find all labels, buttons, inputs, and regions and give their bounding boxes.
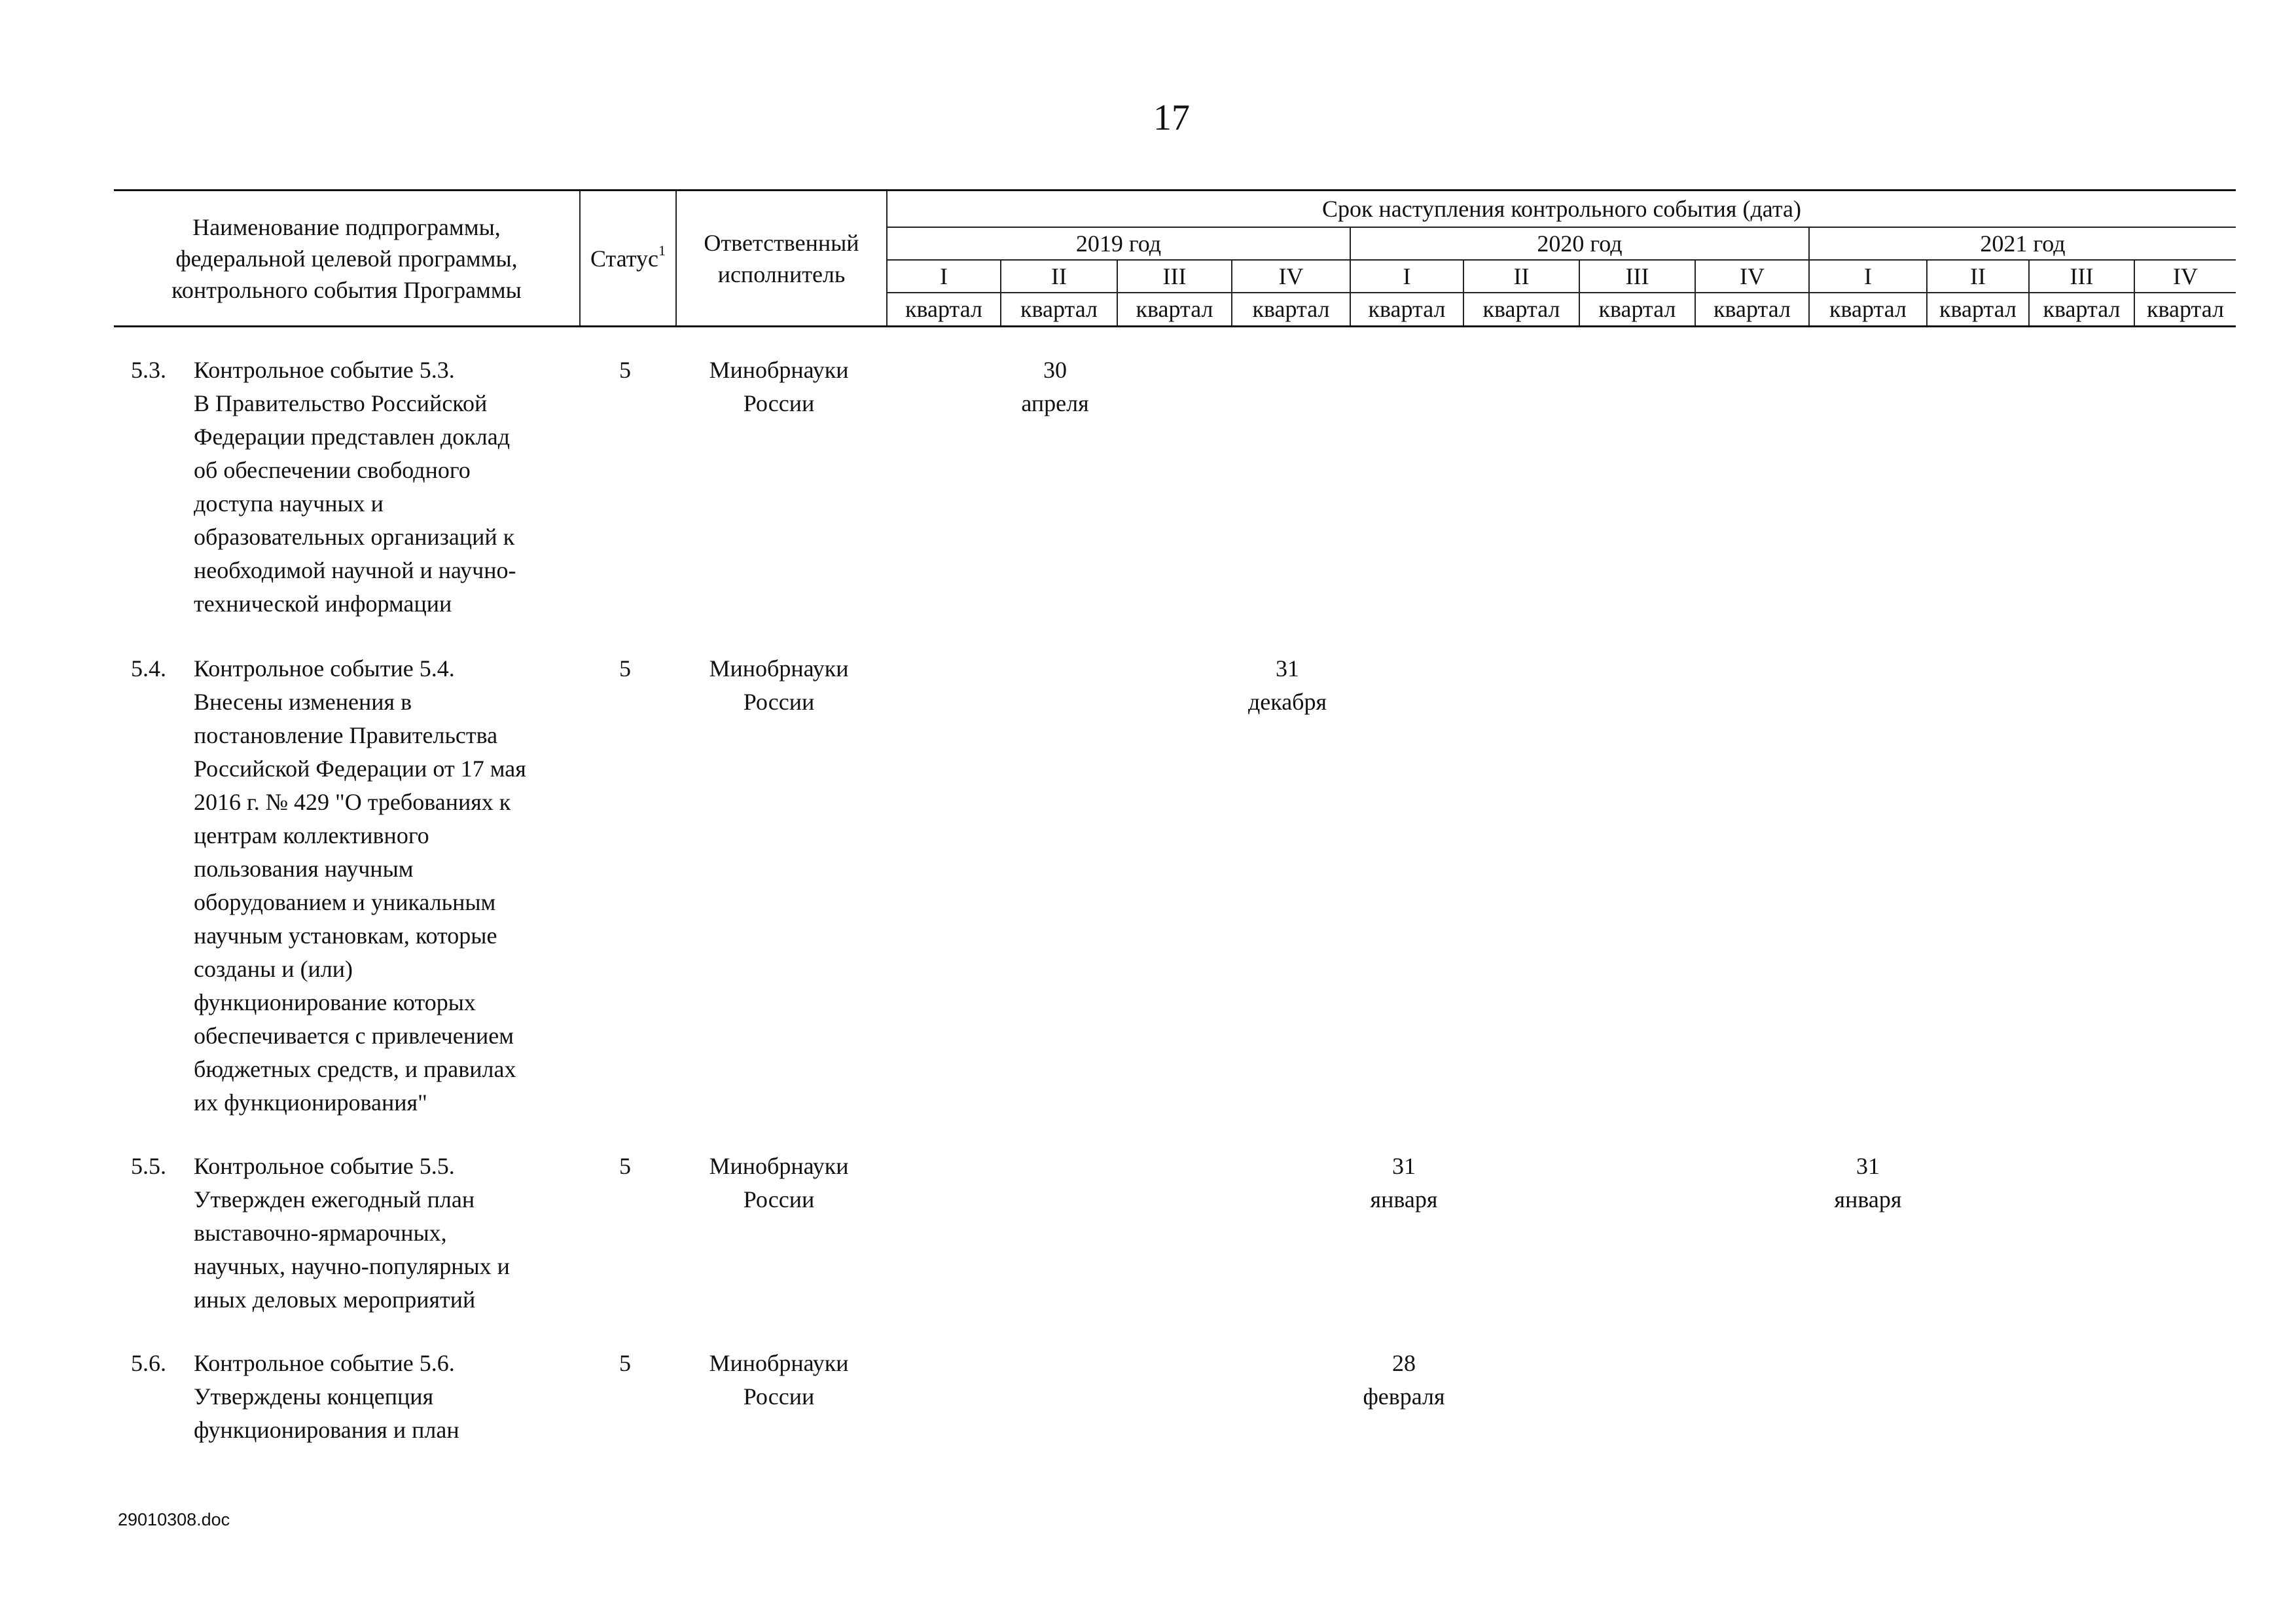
quarter-numeral: I xyxy=(1350,260,1463,293)
event-text-line: Контрольное событие 5.6. xyxy=(194,1350,455,1376)
responsible-text-line: Минобрнауки xyxy=(709,655,849,682)
event-text-line: 2016 г. № 429 "О требованиях к xyxy=(194,789,511,815)
quarter-label: квартал xyxy=(2134,293,2236,327)
event-text-line: постановление Правительства xyxy=(194,722,498,748)
deadline-month: января xyxy=(1834,1186,1902,1213)
year-2021-header: 2021 год xyxy=(1809,227,2236,260)
event-responsible xyxy=(674,1347,884,1413)
quarter-numeral: III xyxy=(1579,260,1695,293)
footer-filename: 29010308.doc xyxy=(118,1510,230,1529)
event-text-line: образовательных организаций к xyxy=(194,524,515,550)
event-deadline-date xyxy=(983,354,1127,420)
quarter-numeral: II xyxy=(1927,260,2029,293)
event-text-line: Утверждены концепция xyxy=(194,1383,434,1410)
quarter-label: квартал xyxy=(1232,293,1350,327)
event-description xyxy=(194,1347,586,1447)
event-text-line: оборудованием и уникальным xyxy=(194,889,496,915)
deadline-month: января xyxy=(1370,1186,1438,1213)
quarter-label: квартал xyxy=(1001,293,1117,327)
status-column-header-text: Статус xyxy=(590,245,658,272)
responsible-text-line: Минобрнауки xyxy=(709,1350,849,1376)
quarter-label: квартал xyxy=(887,293,1001,327)
event-text-line: пользования научным xyxy=(194,856,414,882)
event-status: 5 xyxy=(619,1153,631,1179)
event-number: 5.5. xyxy=(131,1153,166,1179)
event-text-line: В Правительство Российской xyxy=(194,390,488,416)
event-deadline-date xyxy=(1796,1150,1940,1216)
year-2020-header: 2020 год xyxy=(1350,227,1809,260)
name-column-header xyxy=(114,191,580,327)
quarter-numeral: IV xyxy=(2134,260,2236,293)
event-responsible xyxy=(674,652,884,719)
name-column-header-text: Наименование подпрограммы, федеральной целевой программы, контрольного события Программы xyxy=(171,213,522,303)
event-text-line: об обеспечении свободного xyxy=(194,457,471,483)
event-text-line: их функционирования" xyxy=(194,1089,427,1116)
quarter-label: квартал xyxy=(1579,293,1695,327)
quarter-label: квартал xyxy=(1695,293,1809,327)
deadline-day: 31 xyxy=(1392,1153,1416,1179)
status-column-header xyxy=(580,191,676,327)
quarter-label: квартал xyxy=(1463,293,1579,327)
quarter-numeral: II xyxy=(1001,260,1117,293)
event-text-line: Контрольное событие 5.3. xyxy=(194,357,455,383)
event-text-line: Контрольное событие 5.4. xyxy=(194,655,455,682)
event-deadline-date xyxy=(1215,652,1359,719)
quarter-numeral: I xyxy=(1809,260,1927,293)
event-description xyxy=(194,354,586,621)
event-responsible xyxy=(674,354,884,420)
event-status: 5 xyxy=(619,1350,631,1376)
event-description xyxy=(194,652,586,1120)
quarter-numeral: IV xyxy=(1695,260,1809,293)
quarter-numeral: II xyxy=(1463,260,1579,293)
deadline-month: апреля xyxy=(1021,390,1089,416)
event-text-line: Утвержден ежегодный план xyxy=(194,1186,475,1213)
event-text-line: необходимой научной и научно- xyxy=(194,557,516,583)
quarter-label: квартал xyxy=(1350,293,1463,327)
status-footnote-mark: 1 xyxy=(658,242,666,259)
quarter-label: квартал xyxy=(1117,293,1232,327)
event-number: 5.6. xyxy=(131,1350,166,1376)
deadline-day: 28 xyxy=(1392,1350,1416,1376)
quarter-label: квартал xyxy=(2029,293,2134,327)
deadline-month: декабря xyxy=(1247,689,1327,715)
responsible-text-line: России xyxy=(743,1186,815,1213)
event-text-line: Российской Федерации от 17 мая xyxy=(194,756,526,782)
event-status: 5 xyxy=(619,357,631,383)
event-text-line: бюджетных средств, и правилах xyxy=(194,1056,516,1082)
schedule-table-header xyxy=(114,189,2236,327)
event-text-line: центрам коллективного xyxy=(194,822,429,848)
event-text-line: созданы и (или) xyxy=(194,956,353,982)
quarter-numeral: III xyxy=(2029,260,2134,293)
quarter-label: квартал xyxy=(1927,293,2029,327)
event-responsible xyxy=(674,1150,884,1216)
deadline-month: февраля xyxy=(1363,1383,1445,1410)
event-text-line: научным установкам, которые xyxy=(194,922,497,949)
event-text-line: выставочно-ярмарочных, xyxy=(194,1220,447,1246)
deadline-header: Срок наступления контрольного события (дата) xyxy=(887,191,2236,227)
quarter-numeral: IV xyxy=(1232,260,1350,293)
quarter-label: квартал xyxy=(1809,293,1927,327)
event-text-line: функционирования и план xyxy=(194,1417,459,1443)
event-text-line: Внесены изменения в xyxy=(194,689,412,715)
deadline-day: 31 xyxy=(1276,655,1299,682)
event-deadline-date xyxy=(1332,1150,1476,1216)
responsible-column-header-text: Ответственный исполнитель xyxy=(704,229,859,287)
event-deadline-date xyxy=(1332,1347,1476,1413)
event-text-line: технической информации xyxy=(194,591,452,617)
responsible-text-line: России xyxy=(743,1383,815,1410)
event-text-line: функционирование которых xyxy=(194,989,476,1015)
responsible-text-line: Минобрнауки xyxy=(709,357,849,383)
deadline-day: 31 xyxy=(1856,1153,1880,1179)
event-text-line: Федерации представлен доклад xyxy=(194,424,511,450)
event-description xyxy=(194,1150,586,1317)
responsible-text-line: России xyxy=(743,689,815,715)
quarter-numeral: III xyxy=(1117,260,1232,293)
responsible-text-line: России xyxy=(743,390,815,416)
event-text-line: научных, научно-популярных и xyxy=(194,1253,510,1279)
event-number: 5.4. xyxy=(131,655,166,682)
event-text-line: доступа научных и xyxy=(194,490,384,517)
page-number: 17 xyxy=(1153,98,1190,138)
responsible-text-line: Минобрнауки xyxy=(709,1153,849,1179)
event-text-line: иных деловых мероприятий xyxy=(194,1286,476,1313)
event-text-line: обеспечивается с привлечением xyxy=(194,1023,514,1049)
deadline-day: 30 xyxy=(1043,357,1067,383)
year-2019-header: 2019 год xyxy=(887,227,1350,260)
event-status: 5 xyxy=(619,655,631,682)
responsible-column-header xyxy=(676,191,887,327)
event-text-line: Контрольное событие 5.5. xyxy=(194,1153,455,1179)
event-number: 5.3. xyxy=(131,357,166,383)
quarter-numeral: I xyxy=(887,260,1001,293)
